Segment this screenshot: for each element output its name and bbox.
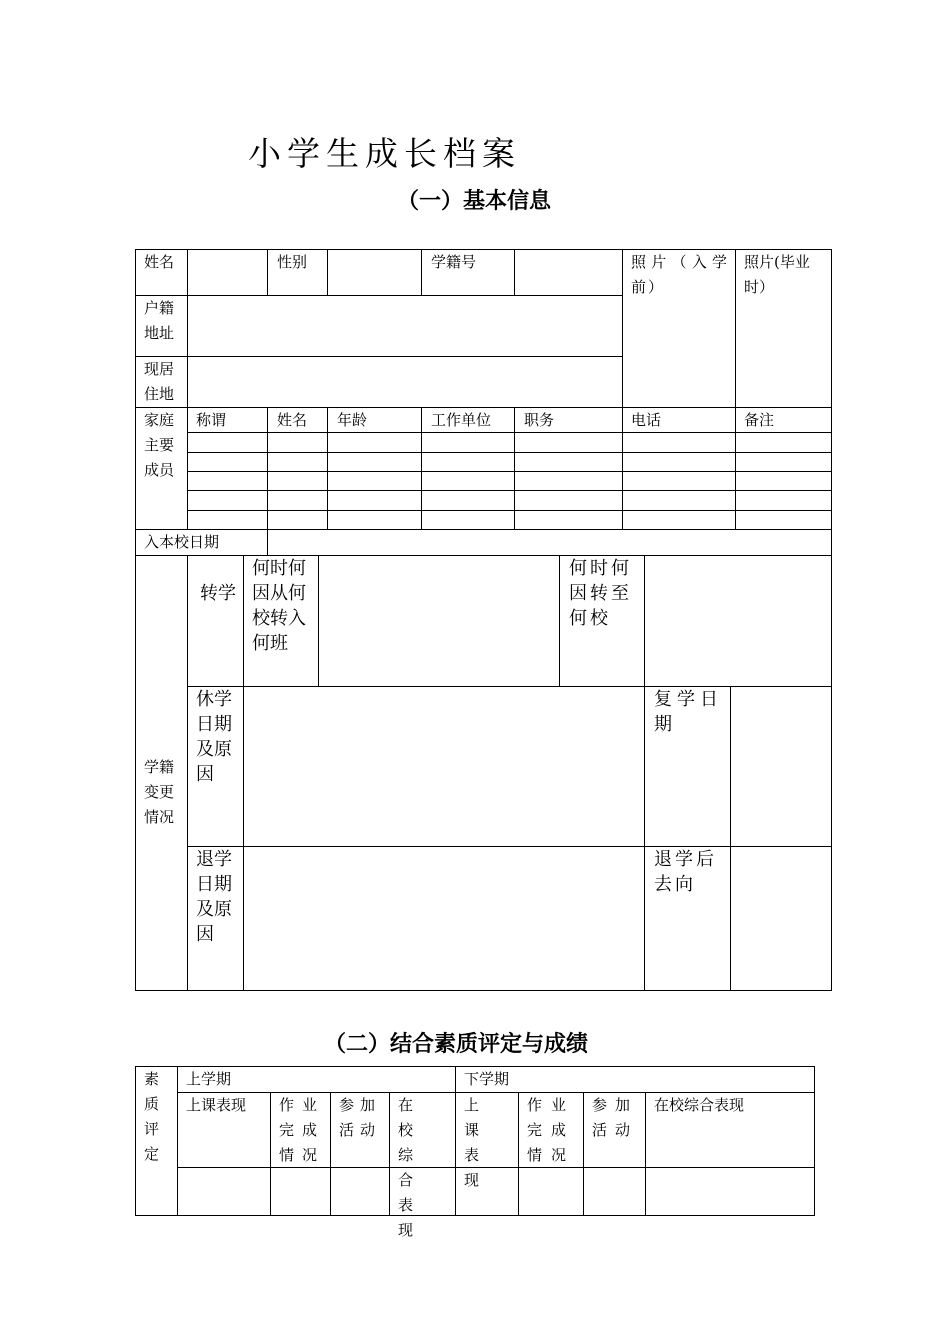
table-border-line [583, 1092, 584, 1216]
table-border-line [135, 295, 622, 296]
photo-before-label: 照片（入学前） [631, 253, 729, 296]
term2-overall: 在校综合表现 [654, 1096, 745, 1114]
table-border-line [735, 249, 736, 530]
term2-label: 下学期 [464, 1070, 510, 1088]
table-border-line [267, 407, 268, 556]
table-border-line [318, 555, 319, 686]
family-header-workplace: 工作单位 [431, 411, 492, 429]
photo-after-label: 照片(毕业时） [744, 253, 810, 296]
transfer-in-label: 何时何因从何校转入何班 [252, 558, 306, 654]
family-header-name: 姓名 [277, 411, 308, 429]
table-border-line [730, 686, 731, 991]
table-border-line [135, 1215, 815, 1216]
table-border-line [622, 249, 623, 530]
table-border-line [389, 1092, 390, 1216]
enroll-date-label: 入本校日期 [144, 533, 220, 551]
household-address-label: 户籍地址 [144, 299, 175, 342]
family-header-phone: 电话 [631, 411, 662, 429]
table-border-line [514, 249, 515, 295]
table-border-line [559, 555, 560, 686]
table-border-line [518, 1092, 519, 1216]
table-border-line [187, 555, 188, 991]
table-border-line [243, 555, 244, 686]
withdraw-label: 退学日期及原因 [196, 849, 232, 945]
table-border-line [187, 686, 832, 687]
family-header-title: 称谓 [196, 411, 227, 429]
table-border-line [177, 1066, 178, 1216]
current-address-label: 现居住地 [144, 360, 175, 403]
table-border-line [327, 407, 328, 530]
table-border-line [135, 249, 136, 991]
table-border-line [645, 1092, 646, 1216]
family-header-position: 职务 [524, 411, 555, 429]
section-title-basic-info: （一）基本信息 [397, 189, 552, 214]
table-border-line [270, 1092, 271, 1216]
term2-class-performance: 上课表现 [464, 1096, 496, 1189]
page-title: 小学生成长档案 [248, 134, 521, 173]
term2-homework: 作业完成情况 [527, 1096, 576, 1164]
suspend-label: 休学日期及原因 [196, 689, 232, 785]
table-border-line [135, 529, 832, 530]
term1-class-performance: 上课表现 [186, 1096, 247, 1114]
table-border-line [814, 1066, 815, 1216]
table-border-line [327, 249, 328, 295]
term1-label: 上学期 [186, 1070, 232, 1088]
table-border-line [135, 1066, 136, 1216]
student-no-label: 学籍号 [431, 253, 477, 271]
family-members-label: 家庭主要成员 [144, 411, 175, 479]
family-header-age: 年龄 [337, 411, 368, 429]
table-border-line [187, 846, 832, 847]
term2-activities: 参加活动 [592, 1096, 639, 1139]
table-border-line [135, 555, 832, 556]
term1-activities: 参加活动 [339, 1096, 382, 1139]
table-border-line [330, 1092, 331, 1216]
table-border-line [267, 249, 268, 295]
table-border-line [135, 990, 832, 991]
family-header-notes: 备注 [744, 411, 775, 429]
withdraw-destination-label: 退学后去向 [654, 849, 717, 895]
table-border-line [421, 249, 422, 295]
table-border-line [135, 356, 622, 357]
term1-homework: 作业完成情况 [279, 1096, 326, 1164]
term1-overall: 在校综合表现 [398, 1096, 427, 1239]
transfer-out-label: 何时何因转至何校 [569, 558, 632, 629]
table-border-line [831, 249, 832, 991]
quality-label: 素质评定 [144, 1070, 160, 1163]
name-label: 姓名 [144, 253, 175, 271]
table-border-line [421, 407, 422, 530]
table-border-line [644, 555, 645, 991]
gender-label: 性别 [277, 253, 308, 271]
table-border-line [514, 407, 515, 530]
resume-label: 复学日期 [654, 689, 723, 735]
table-border-line [243, 686, 244, 991]
transfer-label: 转学 [200, 583, 236, 604]
table-border-line [187, 249, 188, 530]
table-border-line [455, 1066, 456, 1216]
section-title-quality: （二）结合素质评定与成绩 [324, 1032, 589, 1057]
status-change-label: 学籍变更情况 [144, 758, 175, 826]
